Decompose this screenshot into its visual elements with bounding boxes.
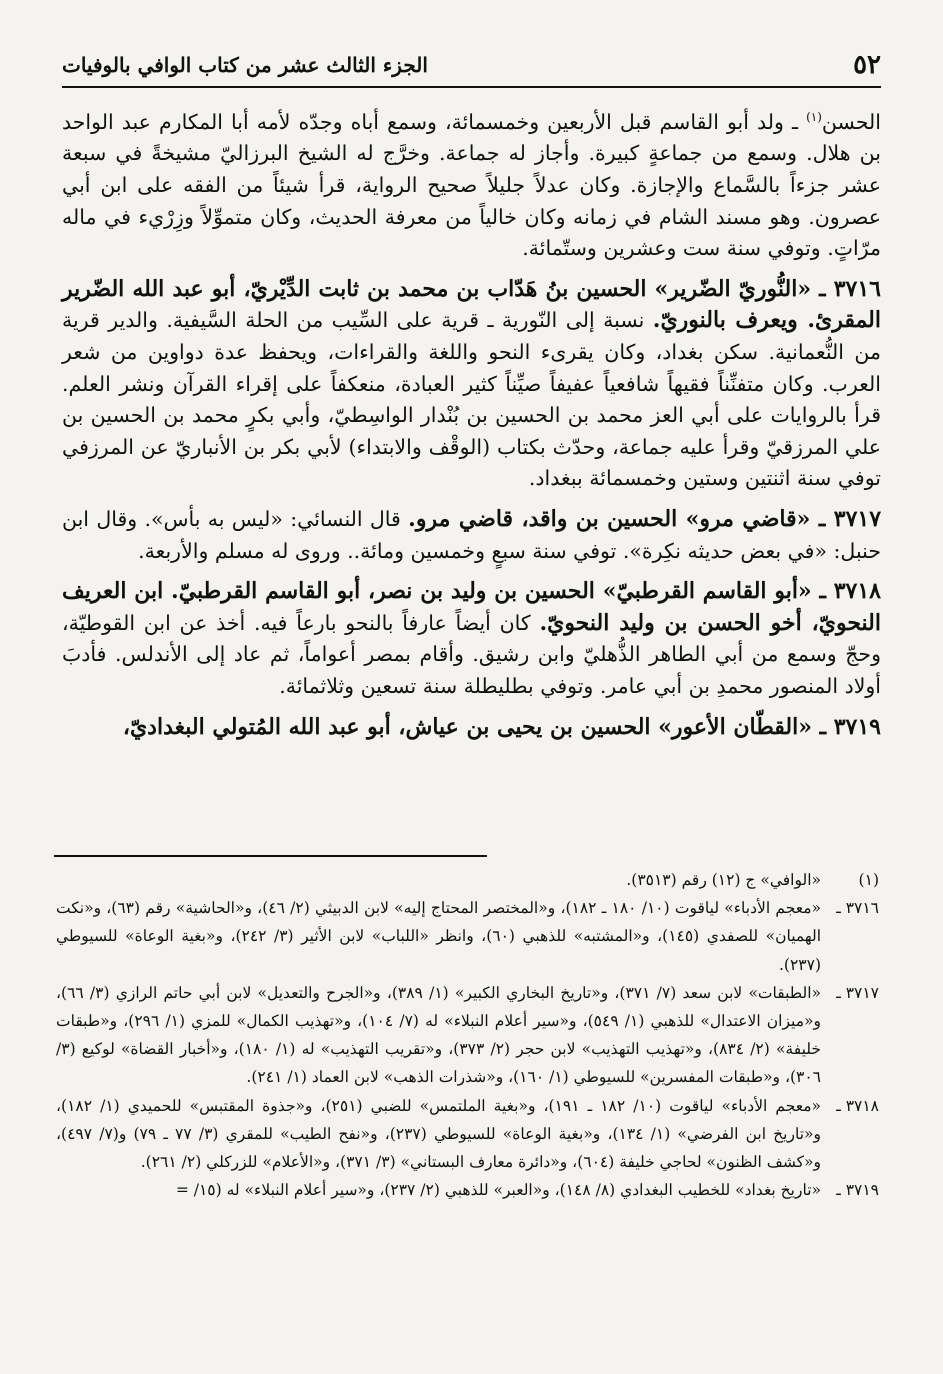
footnote-number: ٣٧١٨ ـ xyxy=(836,1096,879,1115)
entry-3718 xyxy=(62,576,881,702)
intro-start: الحسن xyxy=(821,109,881,134)
entry-body: قال النسائي: «ليس به بأس». وقال ابن حنبل: «في بعض حديثه نكِرة». توفي سنة سبعٍ وخمسين ومائة.. وروى له مسلم والأربعة. xyxy=(62,506,881,563)
footnote-text: «تاريخ بغداد» للخطيب البغدادي (٨/ ١٤٨)، و«العبر» للذهبي (٢/ ٢٣٧)، و«سير أعلام النبلاء» له (١٥/ = xyxy=(175,1181,821,1200)
entry-heading: ٣٧١٨ ـ «أبو القاسم القرطبيّ» الحسين بن وليد بن نصر، أبو القاسم القرطبيّ. ابن العريف النحويّ، أخو الحسن بن وليد النحويّ. xyxy=(62,578,881,636)
footnote-number: ٣٧١٦ ـ xyxy=(836,899,879,918)
footnote-marker: (١) xyxy=(806,110,822,124)
entry-heading: ٣٧١٦ ـ «النُّوريّ الضّرير» الحسين بنُ هَدّاب بن محمد بن ثابت الدِّيْريّ، أبو عبد الله الضّرير المقرئ. ويعرف بالنوريّ. xyxy=(62,275,881,334)
footnote-item xyxy=(56,1092,879,1177)
footnotes xyxy=(56,866,879,1204)
footnote-text: «معجم الأدباء» لياقوت (١٠/ ١٨٢ ـ ١٩١)، و«بغية الملتمس» للضبي (٢٥١)، و«جذوة المقتبس» للحميدي (١/ ١٨٢)، و«تاريخ ابن الفرضي» (١/ ١٣٤)، و«بغية الوعاة» للسيوطي (٢٣٧)، و«نفح الطيب» للمقري (٣/ ٧٧ ـ ٧٩) و(٧/ ٤٩٧)، و«كشف الظنون» لحاجي خليفة (٦٠٤)، و«دائرة معارف البستاني» (٣/ ٣٧١)، و«الأعلام» للزركلي (٢/ ٢٦١). xyxy=(56,1096,822,1172)
entry-3719 xyxy=(62,712,881,744)
running-title: الجزء الثالث عشر من كتاب الوافي بالوفيات xyxy=(62,53,428,77)
footnote-text: «الوافي» ج (١٢) رقم (٣٥١٣). xyxy=(626,871,821,889)
page-header xyxy=(62,44,881,88)
footnote-item xyxy=(56,894,879,979)
main-text xyxy=(62,102,881,743)
footnote-item xyxy=(56,979,879,1092)
entry-heading: ٣٧١٩ ـ «القطّان الأعور» الحسين بن يحيى بن عياش، أبو عبد الله المُتولي البغداديّ، xyxy=(122,713,881,740)
intro-text: ـ ولد أبو القاسم قبل الأربعين وخمسمائة، وسمع أباه وجدّه لأمه أبا المكارم عبد الواحد بن هلال. وسمع من جماعةٍ كبيرة. وأجاز له جماعة. وخرَّج له الشيخ البرزاليّ مشيخةً في سبعة عشر جزءاً بالسَّماع والإجازة. وكان عدلاً جليلاً صحيح الرواية، قرأ شيئاً من الفقه على ابن أبي عصرون. وهو مسند الشام في زمانه وكان خالياً من معرفة الحديث، وكان متموِّلاً وزِرْيء في ماله مرّاتٍ. وتوفي سنة ست وعشرين وستّمائة. xyxy=(62,109,881,261)
footnote-item xyxy=(56,1176,879,1204)
footnote-text: «معجم الأدباء» لياقوت (١٠/ ١٨٠ ـ ١٨٢)، و«المختصر المحتاج إليه» لابن الدبيثي (٢/ ٤٦)، و«الحاشية» رقم (٦٣)، و«نكت الهميان» للصفدي (١٤٥)، و«المشتبه» للذهبي (٦٠)، وانظر «اللباب» لابن الأثير (٣/ ٢٤٢)، و«بغية الوعاة» للسيوطي (٢٣٧). xyxy=(56,899,822,974)
footnote-number: (١) xyxy=(858,871,879,889)
entry-body: نسبة إلى النّورية ـ قرية على السِّيب من الحلة السَّيفية. والدير قرية من النُّعمانية. سكن بغداد، وكان يقرىء النحو واللغة والقراءات، ويحفظ عدة دواوين من شعر العرب. وكان متفنِّناً فقيهاً شافعياً عفيفاً صيِّناً كثير العبادة، منعكفاً على إقراء القرآن ونشر العلم. قرأ بالروايات على أبي العز محمد بن الحسين بن بُنْدار الواسِطيّ، وأبي بكرٍ محمد بن الحسين بن علي المرزقيّ وقرأ عليه جماعة، وحدّث بكتاب (الوقْف والابتداء) لأبي بكر بن الأنباريّ عن المرزفي توفي سنة اثنتين وستين وخمسمائة ببغداد. xyxy=(62,308,881,491)
entry-body: كان أيضاً عارفاً بالنحو بارعاً فيه. أخذ عن ابن القوطيّة، وحجّ وسمع من أبي الطاهر الذُّهليّ وابن رشيق. وأقام بمصر أعواماً، ثم عاد إلى الأندلس. فأدبَ أولاد المنصور محمدِ بن أبي عامر. وتوفي بطليطلة سنة تسعين وثلاثمائة. xyxy=(62,610,881,698)
intro-paragraph xyxy=(62,102,881,265)
entry-3717 xyxy=(62,504,881,567)
footnote-text: «الطبقات» لابن سعد (٧/ ٣٧١)، و«تاريخ البخاري الكبير» (١/ ٣٨٩)، و«الجرح والتعديل» لابن أبي حاتم الرازي (٣/ ٦٦)، و«ميزان الاعتدال» للذهبي (١/ ٥٤٩)، و«سير أعلام النبلاء» له (٧/ ١٠٤)، و«تهذيب الكمال» للمزي (١/ ٢٩٦)، و«طبقات خليفة» (٢/ ٨٣٤)، و«تهذيب التهذيب» لابن حجر (٢/ ٣٧٣)، و«تقريب التهذيب» له (١/ ١٨٠)، و«أخبار القضاة» لوكيع (٣/ ٣٠٦)، و«طبقات المفسرين» للسيوطي (١/ ١٦٠)، و«شذرات الذهب» لابن العماد (١/ ٢٤١). xyxy=(56,983,821,1087)
footnote-separator xyxy=(54,855,487,857)
footnote-number: ٣٧١٧ ـ xyxy=(836,983,879,1002)
page-number: ٥٢ xyxy=(853,50,881,80)
entry-3716 xyxy=(62,274,881,495)
entry-heading: ٣٧١٧ ـ «قاضي مرو» الحسين بن واقد، قاضي مرو. xyxy=(408,505,882,532)
footnote-number: ٣٧١٩ ـ xyxy=(836,1181,879,1200)
footnote-item xyxy=(56,866,879,894)
